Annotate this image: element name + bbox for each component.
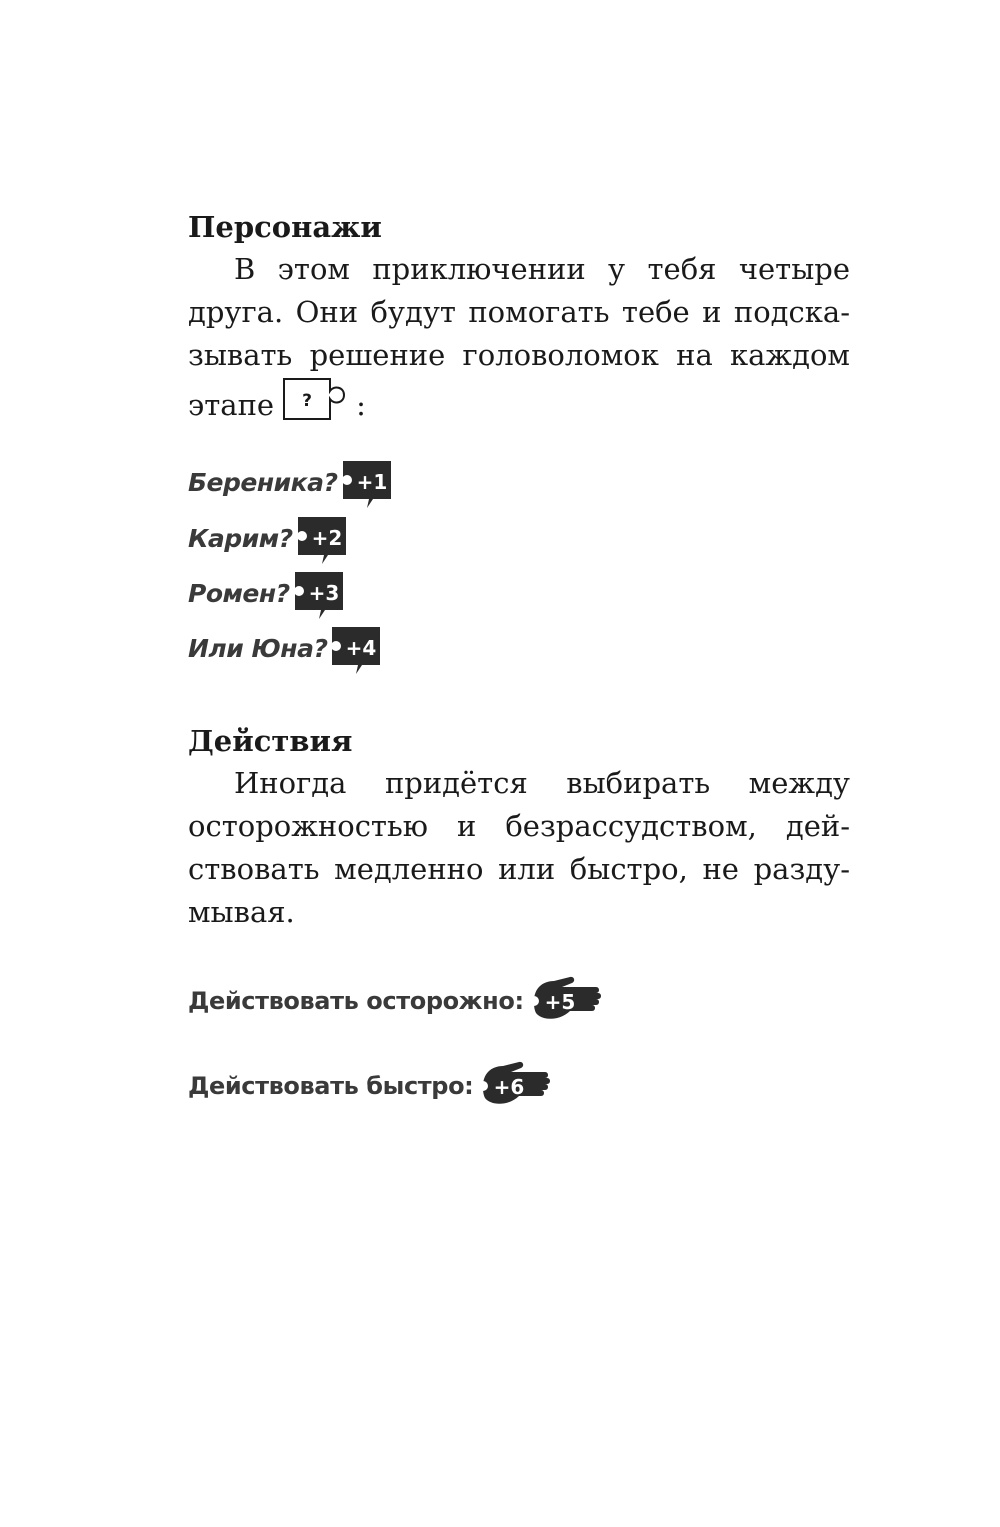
hand-icon [530, 975, 602, 1027]
actions-paragraph [188, 762, 850, 934]
character-row-yuna [188, 626, 380, 670]
action-row-careful [188, 976, 602, 1026]
paragraph-line: мывая. [188, 895, 295, 929]
character-row-karim [188, 516, 346, 560]
puzzle-question-mark: ? [302, 391, 313, 411]
character-name: Или Юна? [188, 633, 328, 663]
character-name: Ромен? [188, 578, 290, 608]
action-label: Действовать быстро: [188, 1072, 474, 1100]
paragraph-line: В этом приключении у тебя четыре [234, 252, 850, 286]
speech-bubble-icon [343, 461, 391, 509]
character-row-romen [188, 571, 343, 615]
badge-number: +2 [311, 526, 342, 550]
speech-bubble-icon [295, 572, 343, 620]
character-row-berenika [188, 460, 391, 504]
paragraph-line-text: этапе [188, 387, 275, 420]
badge-number: +4 [346, 636, 377, 660]
characters-heading: Персонажи [188, 210, 382, 244]
badge-number: +1 [356, 470, 387, 494]
colon: : [356, 387, 366, 420]
paragraph-line: зывать решение головоломок на каждом [188, 338, 850, 372]
badge-number: +6 [494, 1075, 525, 1099]
paragraph-line-last [188, 377, 850, 420]
action-row-fast [188, 1061, 551, 1111]
puzzle-piece-icon [282, 377, 352, 420]
paragraph-line: осторожностью и безрассудством, дей- [188, 809, 850, 843]
hand-icon [479, 1060, 551, 1112]
action-label: Действовать осторожно: [188, 987, 524, 1015]
character-name: Береника? [188, 467, 338, 497]
paragraph-line: ствовать медленно или быстро, не разду- [188, 852, 850, 886]
badge-number: +3 [308, 581, 340, 605]
speech-bubble-icon [332, 627, 380, 675]
actions-heading: Действия [188, 724, 353, 758]
characters-paragraph [188, 248, 850, 420]
speech-bubble-icon [298, 517, 346, 565]
paragraph-line: Иногда придётся выбирать между [234, 766, 850, 800]
badge-number: +5 [544, 990, 575, 1014]
character-name: Карим? [188, 523, 293, 553]
paragraph-line: друга. Они будут помогать тебе и подска- [188, 295, 850, 329]
